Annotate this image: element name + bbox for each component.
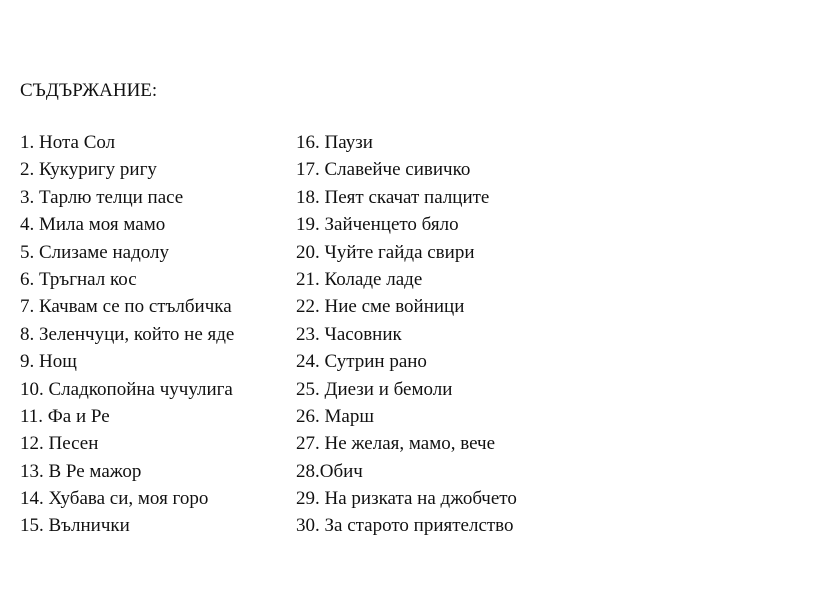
contents-entry: 16. Паузи <box>296 132 373 153</box>
contents-entry: 9. Нощ <box>20 351 77 373</box>
contents-entry: 22. Ние сме войници <box>296 296 465 318</box>
contents-title: СЪДЪРЖАНИЕ: <box>20 80 158 101</box>
contents-entry: 11. Фа и Ре <box>20 405 110 427</box>
contents-entry: 20. Чуйте гайда свири <box>296 241 475 263</box>
contents-entry: 12. Песен <box>20 433 99 455</box>
contents-entry: 27. Не желая, мамо, вече <box>296 433 496 455</box>
contents-entry: 25. Диези и бемоли <box>296 378 453 400</box>
contents-entry: 13. В Ре мажор <box>20 460 142 482</box>
contents-entry: 18. Пеят скачат палците <box>296 186 490 208</box>
contents-list-right <box>296 132 517 543</box>
contents-entry: 3. Тарлю телци пасе <box>20 186 184 208</box>
contents-entry: 29. На ризката на джобчето <box>296 488 517 510</box>
contents-entry: 4. Мила моя мамо <box>20 214 166 236</box>
contents-entry: 1. Нота Сол <box>20 132 116 153</box>
contents-entry: 28.Обич <box>296 460 363 482</box>
contents-entry: 19. Зайченцето бяло <box>296 214 459 236</box>
contents-entry: 24. Сутрин рано <box>296 351 427 373</box>
contents-list-left <box>20 132 234 543</box>
contents-entry: 6. Тръгнал кос <box>20 268 137 290</box>
contents-entry: 10. Сладкопойна чучулига <box>20 378 233 400</box>
contents-entry: 2. Кукуригу ригу <box>20 159 157 181</box>
contents-entry: 17. Славейче сивичко <box>296 159 471 181</box>
contents-entry: 26. Марш <box>296 405 374 427</box>
contents-entry: 21. Коладе ладе <box>296 268 423 290</box>
contents-entry: 23. Часовник <box>296 323 402 345</box>
contents-entry: 7. Качвам се по стълбичка <box>20 296 232 318</box>
contents-entry: 8. Зеленчуци, който не яде <box>20 323 235 345</box>
contents-entry: 15. Вълнички <box>20 515 130 537</box>
contents-entry: 14. Хубава си, моя горо <box>20 488 209 510</box>
contents-entry: 5. Слизаме надолу <box>20 241 169 263</box>
contents-entry: 30. За старото приятелство <box>296 515 514 537</box>
